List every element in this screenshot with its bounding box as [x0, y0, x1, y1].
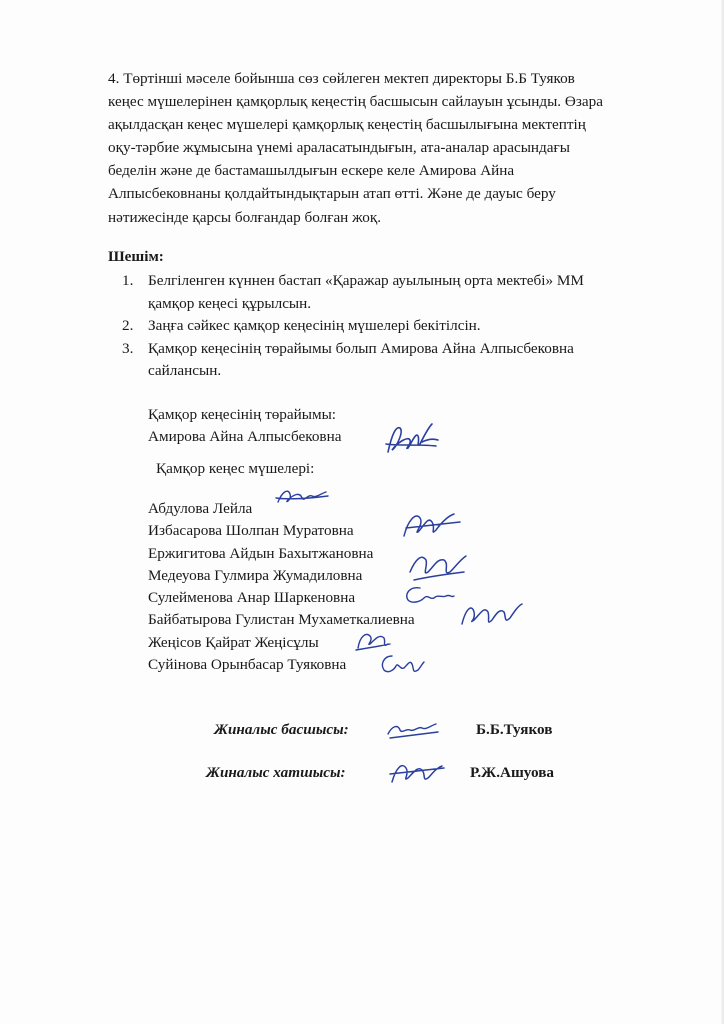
decision-heading: Шешім: [108, 248, 164, 265]
paragraph-line: Алпысбековнаны қолдайтындықтарын атап өтті. Және де дауыс беру [108, 185, 556, 203]
decision-list [122, 270, 642, 383]
paragraph-line: беделін және де бастамашылдығын ескере келе Амирова Айна [108, 162, 515, 180]
member-name: Абдулова Лейла [148, 500, 253, 517]
member-signature-icon [272, 484, 332, 510]
council-chair-block [148, 404, 341, 448]
member-name: Байбатырова Гулистан Мухаметкалиевна [148, 611, 415, 629]
decision-number: 2. [122, 317, 134, 335]
meeting-chair-label: Жиналыс басшысы: [214, 721, 349, 738]
council-chair-name: Амирова Айна Алпысбековна [148, 428, 342, 445]
decision-number: 3. [122, 339, 134, 357]
member-name: Ержигитова Айдын Бахытжановна [148, 544, 374, 562]
decision-item [122, 270, 642, 315]
decision-item [122, 315, 642, 338]
member-signature-icon [456, 598, 526, 634]
decision-item [122, 338, 642, 383]
meeting-secretary-name: Р.Ж.Ашуова [470, 764, 555, 781]
decision-number: 1. [122, 272, 134, 289]
meeting-chair-signature-icon [382, 716, 442, 744]
paragraph-item-4 [108, 67, 618, 229]
members-title: Қамқор кеңес мүшелері: [156, 460, 315, 477]
member-signature-icon [400, 580, 456, 610]
member-name: Избасарова Шолпан Муратовна [148, 522, 354, 540]
member-name: Жеңісов Қайрат Жеңісұлы [148, 633, 319, 651]
member-name: Медеуова Гулмира Жумадиловна [148, 566, 363, 584]
chair-signature-icon [378, 414, 442, 462]
member-name: Сулейменова Анар Шаркеновна [148, 589, 356, 607]
member-signature-icon [396, 506, 466, 546]
member-name: Суйінова Орынбасар Туяковна [148, 656, 347, 674]
meeting-chair-name: Б.Б.Туяков [476, 721, 553, 738]
decision-text: Қамқор кеңесінің төрайымы болып Амирова Айна Алпысбековна сайлансын. [148, 339, 574, 380]
paragraph-line: 4. Төртінші мәселе бойынша сөз сөйлеген мектеп директоры Б.Б Туяков [108, 70, 575, 87]
decision-text: Белгіленген күннен бастап «Қаражар ауылының орта мектебі» ММ қамқор кеңесі құрылсын. [148, 272, 584, 312]
paragraph-line: нәтижесінде қарсы болғандар болған жоқ. [108, 208, 381, 226]
member-signature-icon [376, 650, 426, 680]
decision-text: Заңға сәйкес қамқор кеңесінің мүшелері бекітілсін. [148, 317, 481, 335]
council-chair-title: Қамқор кеңесінің төрайымы: [148, 406, 336, 423]
paragraph-line: кеңес мүшелерінен қамқорлық кеңестің басшысын сайлауын ұсынды. Өзара [108, 93, 603, 111]
paragraph-line: ақылдасқан кеңес мүшелері қамқорлық кеңестің басшылығына мектептің [108, 116, 586, 134]
paragraph-line: оқу-тәрбие жұмысына үнемі араласатындығын, ата-аналар арасындағы [108, 139, 570, 157]
meeting-secretary-label: Жиналыс хатшысы: [206, 764, 346, 781]
meeting-secretary-signature-icon [384, 756, 448, 790]
